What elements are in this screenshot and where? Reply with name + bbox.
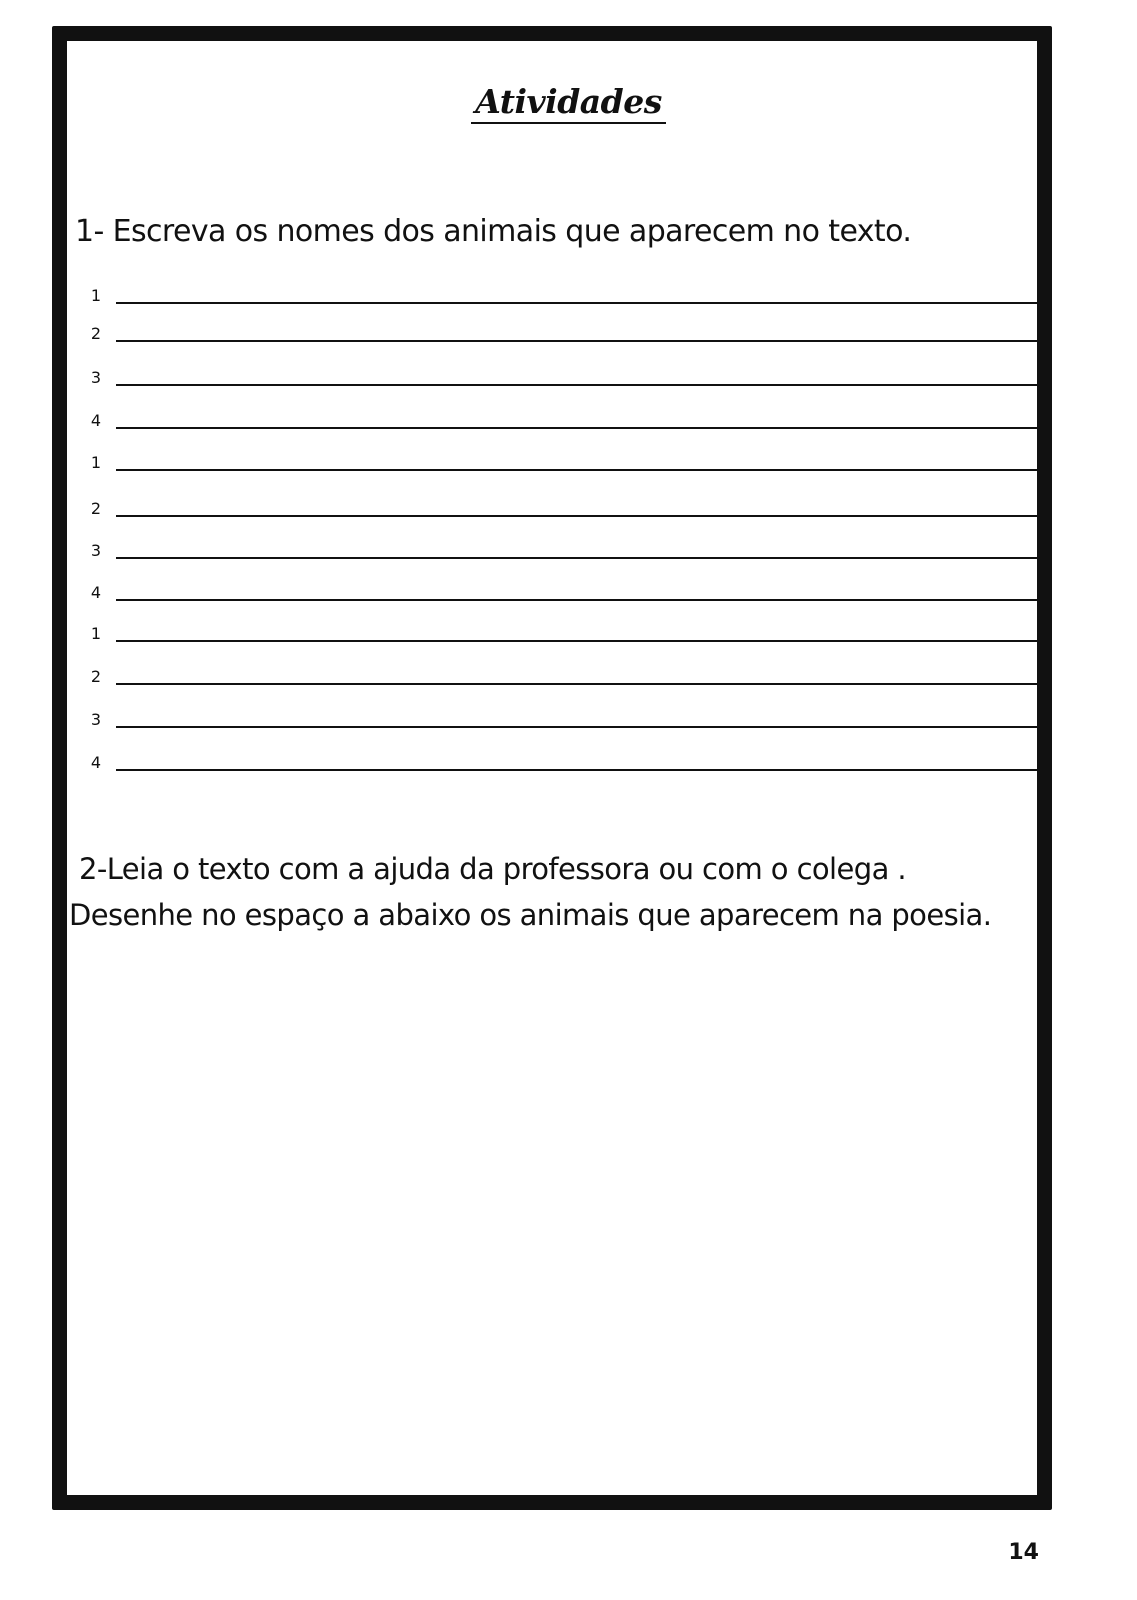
question-2-line-1: 2-Leia o texto com a ajuda da professora ou com o colega . [79, 852, 906, 886]
answer-line-number: 4 [90, 753, 102, 772]
writing-line [116, 469, 1039, 471]
answer-line-number: 4 [90, 411, 102, 430]
answer-line[interactable] [84, 539, 1039, 563]
drawing-area[interactable] [75, 960, 1025, 1480]
answer-line[interactable] [84, 409, 1039, 433]
writing-line [116, 599, 1039, 601]
answer-line[interactable] [84, 708, 1039, 732]
page-number: 14 [1008, 1540, 1039, 1565]
question-2-line-2: Desenhe no espaço a abaixo os animais que aparecem na poesia. [69, 898, 992, 932]
writing-line [116, 384, 1039, 386]
writing-line [116, 769, 1039, 771]
answer-line-number: 1 [90, 453, 102, 472]
answer-line-number: 2 [90, 667, 102, 686]
answer-line[interactable] [84, 581, 1039, 605]
answer-line[interactable] [84, 451, 1039, 475]
writing-line [116, 340, 1039, 342]
writing-line [116, 557, 1039, 559]
answer-line[interactable] [84, 622, 1039, 646]
writing-line [116, 427, 1039, 429]
answer-line[interactable] [84, 751, 1039, 775]
answer-line[interactable] [84, 665, 1039, 689]
question-2-prompt [69, 846, 991, 938]
answer-line[interactable] [84, 366, 1039, 390]
question-1-prompt: 1- Escreva os nomes dos animais que aparecem no texto. [75, 214, 912, 249]
answer-line-number: 3 [90, 541, 102, 560]
writing-line [116, 683, 1039, 685]
answer-line-number: 3 [90, 710, 102, 729]
answer-line-number: 2 [90, 324, 102, 343]
page-title [0, 82, 1137, 121]
writing-line [116, 515, 1039, 517]
answer-line-number: 4 [90, 583, 102, 602]
answer-line[interactable] [84, 284, 1039, 308]
answer-line-number: 1 [90, 286, 102, 305]
answer-line[interactable] [84, 322, 1039, 346]
answer-line[interactable] [84, 497, 1039, 521]
answer-line-number: 1 [90, 624, 102, 643]
page-title-text: Atividades [471, 82, 666, 124]
writing-line [116, 640, 1039, 642]
answer-line-number: 2 [90, 499, 102, 518]
answer-line-number: 3 [90, 368, 102, 387]
writing-line [116, 726, 1039, 728]
writing-line [116, 302, 1039, 304]
